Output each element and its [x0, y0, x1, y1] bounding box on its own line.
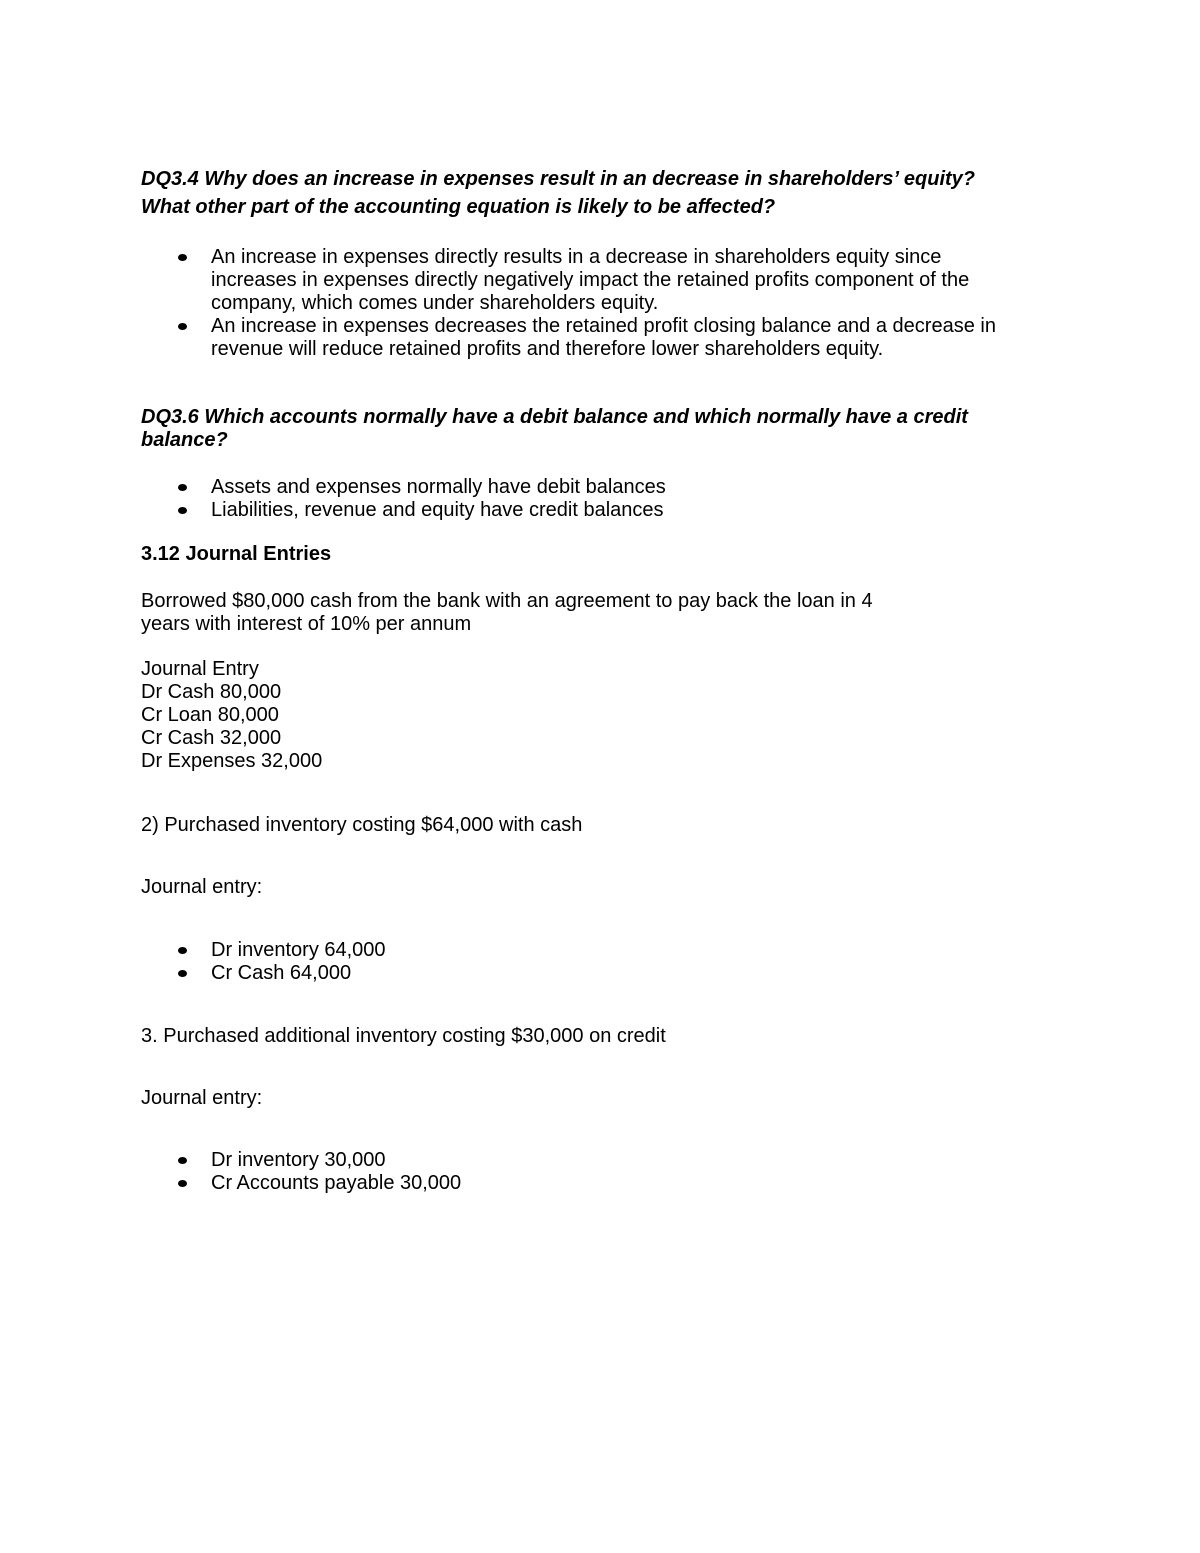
- bullet-icon: [178, 323, 187, 330]
- item1-entry-line: Cr Loan 80,000: [141, 704, 279, 726]
- list-item: [141, 315, 1081, 361]
- dq34-title-line2: What other part of the accounting equation is likely to be affected?: [141, 196, 776, 218]
- dq34-bullet1-line1: An increase in expenses directly results in a decrease in shareholders equity since: [211, 246, 942, 268]
- item2-bullet: Dr inventory 64,000: [211, 939, 386, 961]
- item3-entry-label: Journal entry:: [141, 1087, 263, 1109]
- dq36-question: [141, 406, 1081, 452]
- dq36-bullet1: Assets and expenses normally have debit balances: [211, 476, 666, 498]
- dq34-bullet2-line2: revenue will reduce retained profits and therefore lower shareholders equity.: [211, 338, 884, 360]
- item1-entry-line: Cr Cash 32,000: [141, 727, 282, 749]
- dq34-question: [141, 165, 1081, 221]
- dq34-bullet1-line2: increases in expenses directly negatively impact the retained profits component of the: [211, 269, 970, 291]
- item1-entry-label: Journal Entry: [141, 658, 259, 680]
- item1-entry-line: Dr Cash 80,000: [141, 681, 282, 703]
- dq34-bullet1-line3: company, which comes under shareholders equity.: [211, 292, 659, 314]
- item2-bullet: Cr Cash 64,000: [211, 962, 352, 984]
- journal-heading: 3.12 Journal Entries: [141, 543, 332, 565]
- bullet-icon: [178, 254, 187, 261]
- dq36-title-line2: balance?: [141, 429, 228, 451]
- journal-item2-desc: [141, 814, 1081, 837]
- bullet-icon: [178, 970, 187, 977]
- dq36-answer-list: [141, 476, 1081, 522]
- journal-item2-list: [141, 939, 1081, 985]
- journal-item1-desc: [141, 590, 1081, 636]
- list-item: [141, 1149, 1081, 1172]
- journal-item3-desc: [141, 1025, 1081, 1048]
- dq36-bullet2: Liabilities, revenue and equity have credit balances: [211, 499, 664, 521]
- item3-bullet: Dr inventory 30,000: [211, 1149, 386, 1171]
- journal-heading-block: [141, 543, 1081, 566]
- dq36-title-line1: DQ3.6 Which accounts normally have a debit balance and which normally have a credit: [141, 406, 968, 428]
- journal-item1-entry: [141, 658, 1081, 773]
- item1-desc-line2: years with interest of 10% per annum: [141, 613, 472, 635]
- journal-item2-label: [141, 876, 1081, 899]
- item3-desc: 3. Purchased additional inventory costing $30,000 on credit: [141, 1025, 666, 1047]
- bullet-icon: [178, 1180, 187, 1187]
- item1-entry-line: Dr Expenses 32,000: [141, 750, 323, 772]
- list-item: [141, 962, 1081, 985]
- bullet-icon: [178, 507, 187, 514]
- bullet-icon: [178, 484, 187, 491]
- dq34-bullet2-line1: An increase in expenses decreases the retained profit closing balance and a decrease in: [211, 315, 996, 337]
- list-item: [141, 476, 1081, 499]
- list-item: [141, 1172, 1081, 1195]
- dq34-title-line1: DQ3.4 Why does an increase in expenses result in an decrease in shareholders’ equity?: [141, 168, 976, 190]
- journal-item3-label: [141, 1087, 1081, 1110]
- bullet-icon: [178, 1157, 187, 1164]
- list-item: [141, 246, 1081, 315]
- list-item: [141, 499, 1081, 522]
- item1-desc-line1: Borrowed $80,000 cash from the bank with an agreement to pay back the loan in 4: [141, 590, 873, 612]
- item3-bullet: Cr Accounts payable 30,000: [211, 1172, 462, 1194]
- bullet-icon: [178, 947, 187, 954]
- list-item: [141, 939, 1081, 962]
- item2-desc: 2) Purchased inventory costing $64,000 with cash: [141, 814, 583, 836]
- dq34-answer-list: [141, 246, 1081, 361]
- journal-item3-list: [141, 1149, 1081, 1195]
- item2-entry-label: Journal entry:: [141, 876, 263, 898]
